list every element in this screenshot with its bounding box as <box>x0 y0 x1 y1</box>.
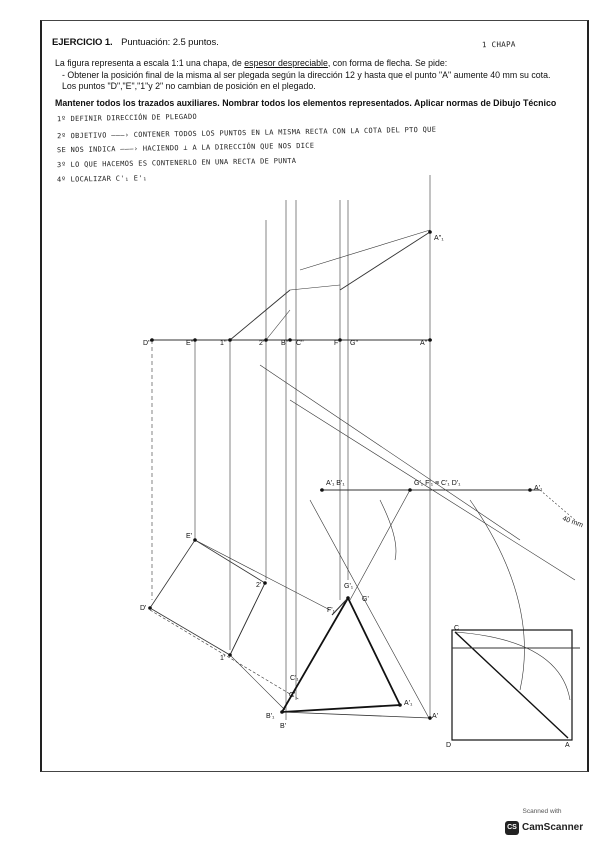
point-marker <box>150 338 154 342</box>
handwritten-note-5: 4º LOCALIZAR C'₁ E'₁ <box>56 174 148 184</box>
elevation-edge <box>290 285 340 290</box>
scanned-with-text: Scanned with <box>522 808 562 815</box>
elevation-edge <box>300 230 430 270</box>
statement-text: , con forma de flecha. Se pide: <box>327 58 448 68</box>
label-A-top: A''₁ <box>434 235 444 242</box>
folded-edge <box>282 712 430 718</box>
point-marker <box>280 710 284 714</box>
bullet-underlined: dirección 12 <box>307 70 355 80</box>
point-marker <box>428 230 432 234</box>
rotation-arc <box>470 500 524 690</box>
ground-label-B: B'' <box>281 340 289 347</box>
exercise-title: EJERCICIO 1. <box>52 37 113 48</box>
auxiliary-line <box>350 490 410 600</box>
box-label-A: A <box>565 742 570 749</box>
plan-label-F1: F'₁ <box>327 607 335 614</box>
plan-label-E: E' <box>186 533 193 540</box>
plan-label-B: B' <box>280 723 287 730</box>
handwritten-note-4: 3º LO QUE HACEMOS ES CONTENERLO EN UNA RECTA DE PUNTA <box>56 156 297 170</box>
handwritten-note-3: SE NOS INDICA ———› HACIENDO ⊥ A LA DIRECCIÓN QUE NOS DICE <box>56 141 315 155</box>
point-marker <box>193 338 197 342</box>
point-marker <box>408 488 412 492</box>
point-marker <box>346 596 350 600</box>
elevation-edge <box>266 310 290 340</box>
plan-label-G: G' <box>362 596 369 603</box>
ground-label-C: C'' <box>296 340 304 347</box>
aux-label-right: A'₁ <box>534 485 543 492</box>
ground-label-E: E'' <box>186 340 194 347</box>
point-marker <box>528 488 532 492</box>
auxiliary-arc <box>455 632 570 700</box>
bullet-underlined: "A" aumente 40 mm <box>439 70 518 80</box>
ground-label-1: 1'' <box>220 340 227 347</box>
point-marker <box>228 338 232 342</box>
camscanner-brand: CamScanner <box>522 822 584 833</box>
box-label-C: C <box>454 625 460 632</box>
handwritten-note-1: 1º DEFINIR DIRECCIÓN DE PLEGADO <box>56 112 198 124</box>
plan-label-B1: B'₁ <box>266 713 275 720</box>
point-marker <box>398 703 402 707</box>
scanner-watermark <box>501 808 583 840</box>
plan-view-outline <box>150 540 265 655</box>
plan-label-2: 2' <box>256 582 262 589</box>
plan-label-D: D' <box>140 605 147 612</box>
camscanner-logo-icon: CS <box>505 821 519 835</box>
corner-handwritten-note: 1 CHAPA <box>481 39 516 50</box>
oblique-construction <box>260 365 520 540</box>
ground-label-F: F'' <box>334 340 341 347</box>
plan-label-G1: G'₁ <box>344 583 354 590</box>
folded-plate <box>282 598 400 712</box>
aux-label-mid: G'₁ F'₁ ≡ C'₁ D'₁ <box>414 480 461 487</box>
ground-label-D: D'' <box>143 340 151 347</box>
plan-label-A1: A'₁ <box>404 700 413 707</box>
ground-label-2: 2'' <box>259 340 266 347</box>
box-label-D: D <box>446 742 452 749</box>
statement-instructions: Mantener todos los trazados auxiliares. Nombrar todos los elementos representados. Aplicar normas de Dibujo Técnico <box>55 98 557 108</box>
elevation-edge <box>230 290 290 340</box>
point-marker <box>320 488 324 492</box>
ground-label-A: A'' <box>420 340 428 347</box>
distance-label: 40 mm <box>561 515 584 530</box>
plan-label-C: C' <box>289 692 296 699</box>
plan-label-1: 1' <box>220 655 226 662</box>
point-marker <box>148 606 152 610</box>
point-marker <box>288 338 292 342</box>
bullet-text: - Obtener la posición final de la misma al ser plegada según la <box>62 70 308 80</box>
exercise-score: Puntuación: 2.5 puntos. <box>121 37 219 48</box>
aux-label-left: A'₁ B'₁ <box>326 480 345 487</box>
point-marker <box>428 338 432 342</box>
handwritten-note-2: 2º OBJETIVO ———› CONTENER TODOS LOS PUNTOS EN LA MISMA RECTA CON LA COTA DEL PTO QUE <box>56 125 437 141</box>
oblique-construction <box>195 540 330 610</box>
oblique-construction <box>230 655 285 710</box>
statement-underlined: espesor despreciable <box>244 58 328 68</box>
dimension-line <box>540 490 575 520</box>
point-marker <box>193 538 197 542</box>
bullet-text: su cota. Los puntos <box>62 70 551 91</box>
statement-text: La figura representa a escala 1:1 una chapa, de <box>55 58 245 68</box>
bullet-text: y hasta que el punto <box>354 70 440 80</box>
point-marker <box>263 581 267 585</box>
ground-label-G: G'' <box>350 340 359 347</box>
bullet-underlined: "D","E","1"y 2" no cambian de posición en el plegado. <box>107 81 316 91</box>
elevation-edge <box>340 232 430 290</box>
plan-label-C1: C'₁ <box>290 675 299 682</box>
point-marker <box>228 653 232 657</box>
fold-axis-12 <box>230 583 265 655</box>
plan-label-A: A' <box>432 713 439 720</box>
